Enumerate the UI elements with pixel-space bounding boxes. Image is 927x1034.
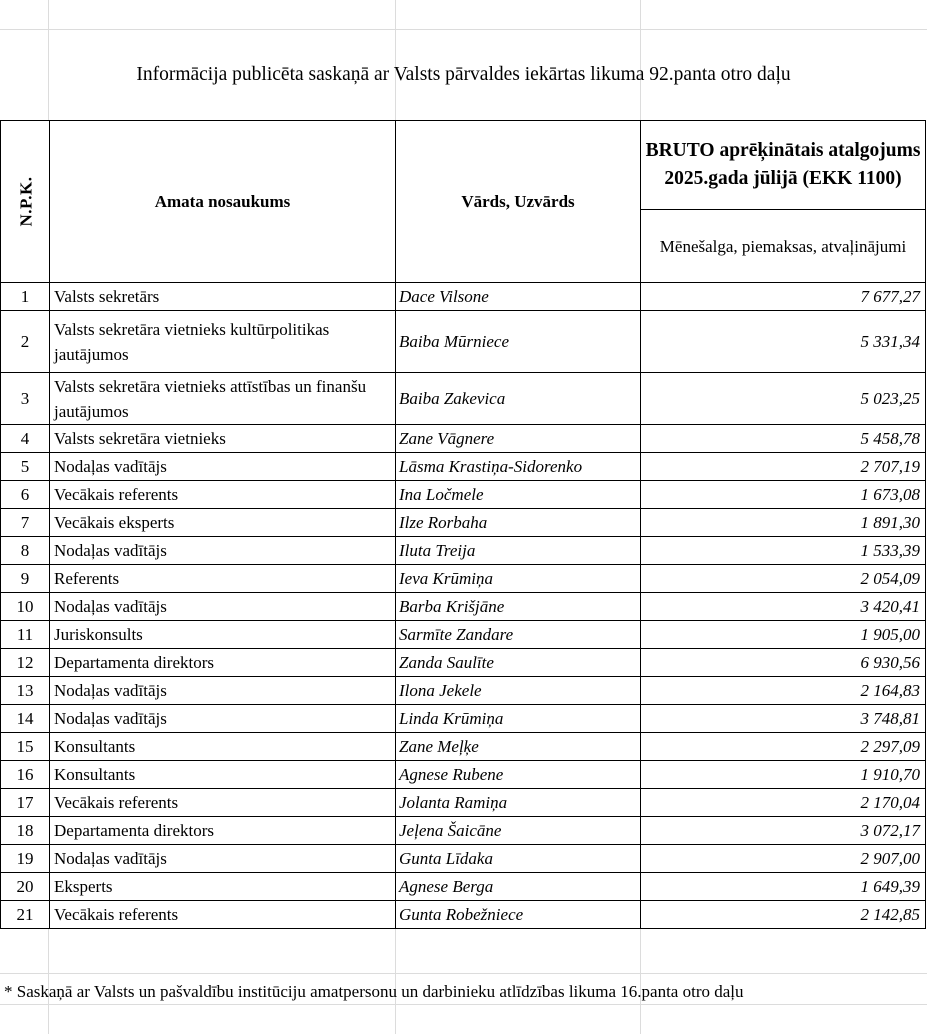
cell-npk: 16 (1, 761, 50, 789)
table-row (1, 705, 926, 733)
cell-npk: 1 (1, 283, 50, 311)
cell-summa: 3 072,17 (641, 817, 926, 845)
cell-vards-uzvards: Baiba Zakevica (396, 373, 641, 425)
table-row (1, 649, 926, 677)
cell-npk: 17 (1, 789, 50, 817)
table-header-row (1, 121, 926, 210)
table-row (1, 509, 926, 537)
cell-vards-uzvards: Dace Vilsone (396, 283, 641, 311)
cell-npk: 4 (1, 425, 50, 453)
cell-amata-nosaukums: Nodaļas vadītājs (50, 845, 396, 873)
cell-summa: 2 170,04 (641, 789, 926, 817)
cell-vards-uzvards: Iluta Treija (396, 537, 641, 565)
cell-vards-uzvards: Ilona Jekele (396, 677, 641, 705)
cell-amata-nosaukums: Nodaļas vadītājs (50, 593, 396, 621)
cell-amata-nosaukums: Nodaļas vadītājs (50, 705, 396, 733)
cell-npk: 2 (1, 311, 50, 373)
cell-summa: 2 907,00 (641, 845, 926, 873)
cell-amata-nosaukums: Departamenta direktors (50, 649, 396, 677)
header-vards-uzvards: Vārds, Uzvārds (396, 121, 641, 283)
cell-summa: 3 748,81 (641, 705, 926, 733)
cell-summa: 1 905,00 (641, 621, 926, 649)
cell-amata-nosaukums: Nodaļas vadītājs (50, 677, 396, 705)
table-row (1, 789, 926, 817)
cell-amata-nosaukums: Vecākais referents (50, 481, 396, 509)
table-row (1, 845, 926, 873)
page-title: Informācija publicēta saskaņā ar Valsts pārvaldes iekārtas likuma 92.panta otro daļu (136, 64, 791, 85)
cell-npk: 7 (1, 509, 50, 537)
cell-amata-nosaukums: Valsts sekretārs (50, 283, 396, 311)
cell-amata-nosaukums: Valsts sekretāra vietnieks kultūrpolitikas jautājumos (50, 311, 396, 373)
cell-npk: 12 (1, 649, 50, 677)
cell-amata-nosaukums: Valsts sekretāra vietnieks (50, 425, 396, 453)
table-row (1, 593, 926, 621)
table-row (1, 425, 926, 453)
header-amata-nosaukums: Amata nosaukums (50, 121, 396, 283)
table-row (1, 481, 926, 509)
cell-summa: 2 142,85 (641, 901, 926, 929)
cell-npk: 5 (1, 453, 50, 481)
table-row (1, 537, 926, 565)
cell-npk: 8 (1, 537, 50, 565)
table-row (1, 733, 926, 761)
cell-vards-uzvards: Jolanta Ramiņa (396, 789, 641, 817)
cell-amata-nosaukums: Valsts sekretāra vietnieks attīstības un finanšu jautājumos (50, 373, 396, 425)
cell-vards-uzvards: Baiba Mūrniece (396, 311, 641, 373)
cell-npk: 13 (1, 677, 50, 705)
cell-amata-nosaukums: Konsultants (50, 733, 396, 761)
header-bruto: BRUTO aprēķinātais atalgojums 2025.gada jūlijā (EKK 1100) (641, 121, 926, 210)
cell-amata-nosaukums: Vecākais referents (50, 901, 396, 929)
cell-npk: 6 (1, 481, 50, 509)
cell-npk: 15 (1, 733, 50, 761)
cell-amata-nosaukums: Departamenta direktors (50, 817, 396, 845)
table-row (1, 621, 926, 649)
cell-amata-nosaukums: Nodaļas vadītājs (50, 453, 396, 481)
cell-vards-uzvards: Zane Meļķe (396, 733, 641, 761)
cell-vards-uzvards: Lāsma Krastiņa-Sidorenko (396, 453, 641, 481)
table-row (1, 373, 926, 425)
cell-vards-uzvards: Gunta Līdaka (396, 845, 641, 873)
header-npk-label: N.P.K. (16, 176, 36, 227)
footnote: * Saskaņā ar Valsts un pašvaldību institūciju amatpersonu un darbinieku atlīdzības likuma 16.panta otro daļu (4, 982, 744, 1001)
cell-summa: 7 677,27 (641, 283, 926, 311)
cell-summa: 2 707,19 (641, 453, 926, 481)
cell-vards-uzvards: Sarmīte Zandare (396, 621, 641, 649)
cell-npk: 21 (1, 901, 50, 929)
cell-npk: 11 (1, 621, 50, 649)
cell-summa: 5 023,25 (641, 373, 926, 425)
cell-vards-uzvards: Ieva Krūmiņa (396, 565, 641, 593)
cell-npk: 18 (1, 817, 50, 845)
cell-summa: 2 054,09 (641, 565, 926, 593)
cell-summa: 5 331,34 (641, 311, 926, 373)
cell-npk: 9 (1, 565, 50, 593)
table-row (1, 453, 926, 481)
cell-summa: 1 649,39 (641, 873, 926, 901)
cell-amata-nosaukums: Eksperts (50, 873, 396, 901)
salary-table (0, 120, 926, 929)
cell-vards-uzvards: Linda Krūmiņa (396, 705, 641, 733)
gridline (0, 973, 927, 974)
cell-vards-uzvards: Zanda Saulīte (396, 649, 641, 677)
table-row (1, 565, 926, 593)
table-row (1, 901, 926, 929)
cell-amata-nosaukums: Vecākais referents (50, 789, 396, 817)
cell-summa: 1 673,08 (641, 481, 926, 509)
cell-summa: 1 533,39 (641, 537, 926, 565)
cell-summa: 2 297,09 (641, 733, 926, 761)
cell-npk: 19 (1, 845, 50, 873)
cell-npk: 14 (1, 705, 50, 733)
cell-summa: 1 891,30 (641, 509, 926, 537)
table-row (1, 761, 926, 789)
cell-amata-nosaukums: Nodaļas vadītājs (50, 537, 396, 565)
cell-amata-nosaukums: Referents (50, 565, 396, 593)
cell-vards-uzvards: Agnese Berga (396, 873, 641, 901)
header-npk (1, 121, 50, 283)
table-row (1, 677, 926, 705)
header-bruto-sub: Mēnešalga, piemaksas, atvaļinājumi (641, 210, 926, 283)
cell-vards-uzvards: Agnese Rubene (396, 761, 641, 789)
cell-vards-uzvards: Ina Ločmele (396, 481, 641, 509)
cell-vards-uzvards: Gunta Robežniece (396, 901, 641, 929)
cell-vards-uzvards: Barba Krišjāne (396, 593, 641, 621)
table-row (1, 283, 926, 311)
cell-amata-nosaukums: Konsultants (50, 761, 396, 789)
cell-amata-nosaukums: Juriskonsults (50, 621, 396, 649)
cell-vards-uzvards: Ilze Rorbaha (396, 509, 641, 537)
gridline (0, 1004, 927, 1005)
cell-npk: 3 (1, 373, 50, 425)
cell-summa: 2 164,83 (641, 677, 926, 705)
cell-summa: 6 930,56 (641, 649, 926, 677)
cell-summa: 3 420,41 (641, 593, 926, 621)
gridline (0, 29, 927, 30)
cell-npk: 10 (1, 593, 50, 621)
cell-amata-nosaukums: Vecākais eksperts (50, 509, 396, 537)
cell-vards-uzvards: Jeļena Šaicāne (396, 817, 641, 845)
table-body (1, 283, 926, 929)
table-row (1, 873, 926, 901)
cell-summa: 5 458,78 (641, 425, 926, 453)
cell-summa: 1 910,70 (641, 761, 926, 789)
cell-npk: 20 (1, 873, 50, 901)
table-row (1, 817, 926, 845)
table-row (1, 311, 926, 373)
cell-vards-uzvards: Zane Vāgnere (396, 425, 641, 453)
